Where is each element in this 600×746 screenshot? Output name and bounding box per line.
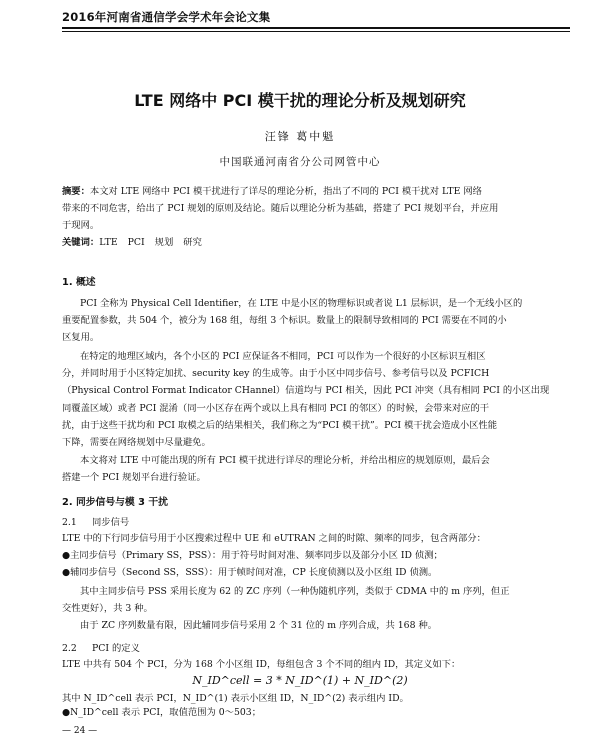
affiliation: 中国联通河南省分公司网管中心 xyxy=(219,156,381,168)
keywords-label: 关键词： xyxy=(62,237,100,248)
authors: 汪锋 葛中魁 xyxy=(264,130,336,143)
subsection-2-2-body: LTE 中共有 504 个 PCI，分为 168 个小区组 ID，每组包含 3 个不同的组内 ID，其定义如下： xyxy=(62,659,461,670)
abstract xyxy=(62,183,570,234)
subsection-2-1-heading: 2.1 同步信号 xyxy=(62,517,130,528)
subsection-2-2-heading: 2.2 PCI 的定义 xyxy=(62,643,140,654)
abstract-line: 摘要：本文对 LTE 网络中 PCI 模干扰进行了详尽的理论分析，指出了不同的 PCI 模干扰对 LTE 网络 xyxy=(62,186,482,197)
section-1-heading: 1. 概述 xyxy=(62,277,96,288)
header-rule xyxy=(62,27,570,29)
subsection-2-1-body: LTE 中的下行同步信号用于小区搜索过程中 UE 和 eUTRAN 之间的时隙、频率的同步，包含两部分： ●主同步信号（Primary SS，PSS）：用于符号时间对准、频率同步以及部分小区 ID 侦测； ●辅同步信号（Second SS，SSS）：用于帧时间对准，CP 长度侦测以及小区组 ID 侦测。 xyxy=(62,533,486,579)
section-1-para-3: 本文将对 LTE 中可能出现的所有 PCI 模干扰进行详尽的理论分析，并给出相应的规划原则，最后会 搭建一个 PCI 规划平台进行验证。 xyxy=(62,455,490,484)
header-rule-thin xyxy=(62,31,570,32)
section-1-para-2: 在特定的地理区域内，各个小区的 PCI 应保证各不相同，PCI 可以作为一个很好的小区标识互相区 分，并同时用于小区特定加扰、security key 的生成等。由于小区中同步信号、参考信号以及 PCFICH （Physical Control Format Indicator CHannel）信道均与 PCI 相关，因此 PCI 冲突（具有相同 PCI 的小区出现 同覆盖区域）或者 PCI 混淆（同一小区存在两个或以上具有相同 PCI 的邻区）的时候，会带来对应的干 扰，由于这些干扰均和 PCI 取模之后的结果相关，我们称之为“PCI 模干扰”。PCI 模干扰会造成小区性能 下降，需要在网络规划中尽量避免。 xyxy=(62,351,550,449)
page-number: — 24 — xyxy=(62,726,98,736)
keyword: LTE xyxy=(99,237,118,248)
zc-paragraph: 其中主同步信号 PSS 采用长度为 62 的 ZC 序列（一种伪随机序列，类似于 CDMA 中的 m 序列，但正 交性更好），共 3 种。 由于 ZC 序列数量有限，因此辅同步信号采用 2 个 31 位的 m 序列合成，共 168 种。 xyxy=(62,586,510,632)
keyword: 规划 xyxy=(154,237,174,248)
section-1-para-1: PCI 全称为 Physical Cell Identifier，在 LTE 中是小区的物理标识或者说 L1 层标识，是一个无线小区的 重要配置参数，共 504 个，被分为 168 组，每组 3 个标识。数量上的限制导致相同的 PCI 需要在不同的小 区复用。 xyxy=(62,298,523,344)
keyword: PCI xyxy=(127,237,145,248)
abstract-label: 摘要： xyxy=(62,186,90,197)
keyword: 研究 xyxy=(183,237,202,248)
running-head: 2016年河南省通信学会学术年会论文集 xyxy=(62,10,271,24)
abstract-line: 于现网。 xyxy=(62,220,100,231)
keywords xyxy=(62,234,202,248)
paper-title: LTE 网络中 PCI 模干扰的理论分析及规划研究 xyxy=(134,91,466,110)
section-2-heading: 2. 同步信号与模 3 干扰 xyxy=(62,497,168,508)
pci-formula: N_ID^cell = 3 * N_ID^(1) + N_ID^(2) xyxy=(192,674,408,687)
formula-explanation: 其中 N_ID^cell 表示 PCI，N_ID^(1) 表示小区组 ID，N_ID^(2) 表示组内 ID。 ●N_ID^cell 表示 PCI，取值范围为 0～503； xyxy=(62,693,409,718)
abstract-line: 带来的不同危害，给出了 PCI 规划的原则及结论。随后以理论分析为基础，搭建了 PCI 规划平台，并应用 xyxy=(62,203,499,214)
